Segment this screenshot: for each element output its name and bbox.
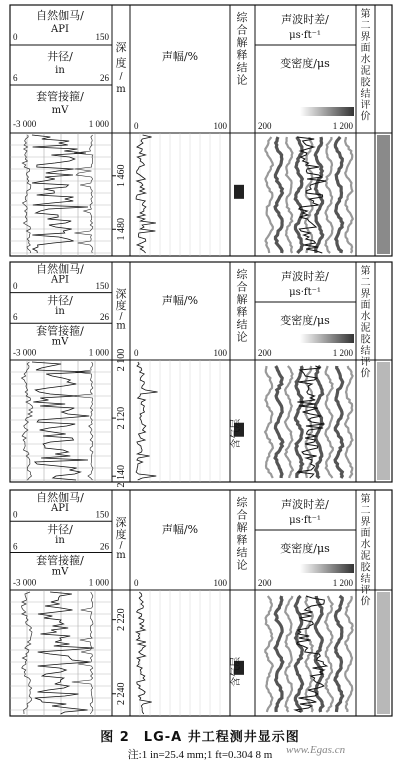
- depth-tick-label: 1 480: [116, 218, 127, 241]
- vdl-wave: [345, 366, 353, 478]
- amp-max: 100: [213, 121, 227, 131]
- second-interface-label-char: 结: [360, 345, 371, 357]
- vdl-gradient-bar: [300, 334, 354, 343]
- second-interface-label-char: 泥: [360, 66, 371, 77]
- cal-min: 6: [13, 312, 18, 323]
- vdl-min: 200: [258, 121, 272, 131]
- second-interface-label-char: 二: [360, 20, 371, 32]
- ccl-unit: mV: [51, 336, 69, 348]
- vdl-wave: [345, 137, 353, 253]
- vdl-max: 1 200: [332, 121, 353, 131]
- vdl-wave: [325, 596, 333, 712]
- vdl-wave: [285, 366, 293, 478]
- gr-max: 150: [95, 280, 109, 291]
- second-interface-label-char: 水: [360, 539, 371, 551]
- second-interface-label-char: 第: [360, 9, 371, 20]
- dt-label: 声波时差/: [281, 13, 329, 26]
- interp-label: [237, 267, 249, 344]
- amplitude-curve: [136, 592, 152, 714]
- amp-min: 0: [134, 578, 139, 588]
- second-interface-label-char: 界: [360, 31, 371, 43]
- depth-label: 度: [115, 299, 127, 313]
- cal-unit: in: [55, 306, 65, 318]
- interp-label-char: 合: [236, 280, 248, 294]
- dt-unit: μs·ft⁻¹: [289, 515, 321, 526]
- vdl-wave: [275, 596, 283, 712]
- ccl-min: -3 000: [13, 347, 37, 358]
- vdl-wave: [275, 137, 282, 253]
- vdl-min: 200: [258, 578, 272, 588]
- dt-unit: μs·ft⁻¹: [289, 30, 321, 41]
- second-interface-label-char: 水: [360, 54, 371, 66]
- second-interface-label-char: 第: [360, 266, 371, 277]
- vdl-image: [265, 596, 352, 712]
- second-interface-label: [361, 492, 372, 608]
- log-panel-2: [10, 262, 392, 488]
- depth-unit: m: [116, 550, 126, 561]
- second-interface-label-char: 价: [360, 596, 371, 608]
- ccl-unit: mV: [51, 566, 69, 578]
- second-interface-label-char: 面: [360, 43, 371, 55]
- gr-unit: API: [51, 274, 69, 286]
- second-interface-label-char: 泥: [360, 323, 371, 334]
- second-interface-label-char: 水: [360, 311, 371, 323]
- interp-marker: [234, 185, 244, 199]
- gr-unit: API: [51, 503, 69, 515]
- interp-label-char: 结: [236, 318, 248, 331]
- interp-text: 含气层: [231, 656, 242, 687]
- ccl-label: 套管接箍/: [36, 90, 84, 103]
- vdl-wave: [325, 366, 332, 478]
- second-interface-label-char: 结: [360, 573, 371, 585]
- depth-unit: m: [116, 320, 126, 332]
- interp-label-char: 释: [236, 305, 248, 319]
- interp-label-char: 结: [236, 546, 248, 559]
- vdl-wave: [265, 366, 273, 478]
- depth-sep: /: [119, 541, 123, 551]
- depth-label: 度: [115, 528, 127, 541]
- second-interface-label: [361, 7, 372, 123]
- cal-unit: in: [55, 65, 65, 76]
- figure-caption: 图 2 LG-A 井工程测井显示图: [100, 730, 300, 745]
- depth-tick-label: 2 140: [116, 464, 127, 488]
- second-interface-label-char: 界: [360, 516, 371, 528]
- second-interface-label-char: 价: [360, 111, 371, 123]
- depth-label: 深: [115, 287, 127, 301]
- vdl-label: 变密度/μs: [280, 57, 330, 70]
- vdl-wave: [275, 366, 283, 478]
- vdl-wave: [335, 366, 343, 478]
- interp-label-char: 解: [236, 521, 248, 534]
- vdl-image: [265, 366, 353, 478]
- cal-label: 井径/: [47, 50, 73, 63]
- vdl-min: 200: [258, 348, 272, 358]
- vdl-wave: [325, 137, 332, 253]
- amplitude-curve: [136, 362, 158, 480]
- log-panel-1: [10, 5, 392, 256]
- amp-min: 0: [134, 121, 139, 131]
- gr-min: 0: [13, 509, 18, 520]
- ccl-max: 1 000: [88, 347, 109, 358]
- second-interface-label-char: 第: [360, 494, 371, 505]
- cal-max: 26: [100, 541, 109, 552]
- vdl-label: 变密度/μs: [280, 314, 330, 327]
- vdl-gradient-bar: [300, 564, 354, 573]
- gr-label: 自然伽马/: [36, 9, 84, 22]
- interp-label-char: 论: [236, 73, 248, 87]
- vdl-max: 1 200: [332, 348, 353, 358]
- interp-label: [237, 495, 249, 572]
- amplitude-curve: [136, 135, 156, 253]
- vdl-wave: [345, 596, 352, 712]
- figure-note: 注:1 in=25.4 mm;1 ft=0.304 8 m: [127, 749, 273, 761]
- cal-label: 井径/: [47, 522, 73, 536]
- vdl-gradient-bar: [300, 107, 354, 116]
- interp-label-char: 释: [236, 48, 248, 62]
- ccl-max: 1 000: [88, 119, 109, 129]
- vdl-label: 变密度/μs: [280, 542, 330, 555]
- interp-text: 含气层: [231, 418, 242, 449]
- cement-bond-strip: [377, 362, 390, 480]
- vdl-wave: [286, 137, 293, 253]
- ccl-label: 套管接箍/: [36, 324, 84, 338]
- interp-label-char: 综: [236, 496, 248, 509]
- ccl-min: -3 000: [13, 119, 37, 129]
- cal-min: 6: [13, 541, 18, 552]
- interp-label-char: 结: [236, 61, 248, 74]
- interp-label-char: 释: [236, 533, 248, 547]
- ccl-label: 套管接箍/: [36, 554, 84, 568]
- ccl-curve: [72, 592, 93, 714]
- gr-curve: [32, 362, 91, 480]
- dt-label: 声波时差/: [281, 270, 329, 283]
- ccl-curve: [71, 362, 93, 480]
- vdl-wave: [295, 137, 302, 253]
- interp-label-char: 合: [236, 23, 248, 37]
- log-panel-3: [10, 490, 392, 716]
- cal-max: 26: [100, 312, 109, 323]
- second-interface-label-char: 胶: [360, 334, 371, 346]
- vdl-wave: [285, 596, 292, 712]
- second-interface-label-char: 二: [360, 505, 371, 517]
- second-interface-label-char: 胶: [360, 77, 371, 89]
- depth-sep: /: [119, 311, 123, 322]
- second-interface-label-char: 胶: [360, 562, 371, 574]
- second-interface-label-char: 评: [360, 357, 371, 369]
- depth-tick-label: 2 220: [116, 608, 127, 631]
- depth-unit: m: [116, 84, 126, 96]
- ccl-unit: mV: [51, 105, 69, 116]
- cal-label: 井径/: [47, 294, 73, 308]
- second-interface-label-char: 评: [360, 100, 371, 112]
- interp-label-char: 论: [236, 330, 248, 344]
- interp-label-char: 解: [236, 293, 248, 306]
- amp-label: 声幅/%: [161, 50, 199, 64]
- depth-tick-label: 1 460: [116, 164, 127, 188]
- vdl-wave: [315, 366, 323, 478]
- gr-max: 150: [95, 509, 109, 520]
- vdl-max: 1 200: [332, 578, 353, 588]
- depth-tick-label: 2 120: [116, 406, 127, 430]
- gr-unit: API: [51, 24, 69, 35]
- watermark: www.Egas.cn: [286, 744, 346, 756]
- gr-curve: [32, 135, 88, 253]
- second-interface-label-char: 泥: [360, 551, 371, 562]
- cal-unit: in: [55, 535, 65, 547]
- second-interface-label: [361, 264, 372, 380]
- gr-max: 150: [95, 32, 109, 42]
- vdl-wave: [265, 137, 273, 253]
- vdl-image: [265, 137, 353, 253]
- interp-label: [237, 10, 249, 87]
- vdl-wave: [335, 137, 342, 253]
- caliper-curve: [22, 135, 31, 253]
- depth-sep: /: [119, 72, 123, 83]
- vdl-wave: [265, 596, 273, 712]
- interp-label-char: 解: [236, 36, 248, 49]
- amp-max: 100: [213, 578, 227, 588]
- interp-label-char: 合: [236, 508, 248, 522]
- depth-tick-label: 2 100: [116, 348, 127, 372]
- second-interface-label-char: 评: [360, 585, 371, 597]
- depth-label: 度: [115, 56, 127, 70]
- gr-min: 0: [13, 32, 18, 42]
- interp-label-char: 论: [236, 558, 248, 572]
- amp-label: 声幅/%: [161, 294, 199, 308]
- amp-min: 0: [134, 348, 139, 358]
- gr-min: 0: [13, 280, 18, 291]
- cement-bond-strip: [377, 592, 390, 714]
- second-interface-label-char: 界: [360, 288, 371, 300]
- vdl-wave: [335, 596, 343, 712]
- cal-min: 6: [13, 73, 18, 83]
- second-interface-label-char: 面: [360, 528, 371, 540]
- amp-max: 100: [213, 348, 227, 358]
- interp-label-char: 综: [236, 11, 248, 24]
- depth-tick-label: 2 240: [116, 682, 127, 706]
- second-interface-label-char: 价: [360, 368, 371, 380]
- second-interface-label-char: 结: [360, 88, 371, 100]
- ccl-max: 1 000: [88, 577, 109, 588]
- cal-max: 26: [100, 73, 109, 83]
- depth-label: 深: [115, 41, 127, 55]
- ccl-min: -3 000: [13, 577, 37, 588]
- depth-label: 深: [115, 516, 127, 529]
- dt-unit: μs·ft⁻¹: [289, 287, 321, 298]
- second-interface-label-char: 二: [360, 277, 371, 289]
- gr-label: 自然伽马/: [36, 262, 84, 276]
- gr-label: 自然伽马/: [36, 490, 84, 504]
- amp-label: 声幅/%: [161, 523, 199, 536]
- dt-label: 声波时差/: [281, 498, 329, 511]
- interp-label-char: 综: [236, 268, 248, 281]
- second-interface-label-char: 面: [360, 300, 371, 312]
- cement-bond-strip: [377, 135, 390, 254]
